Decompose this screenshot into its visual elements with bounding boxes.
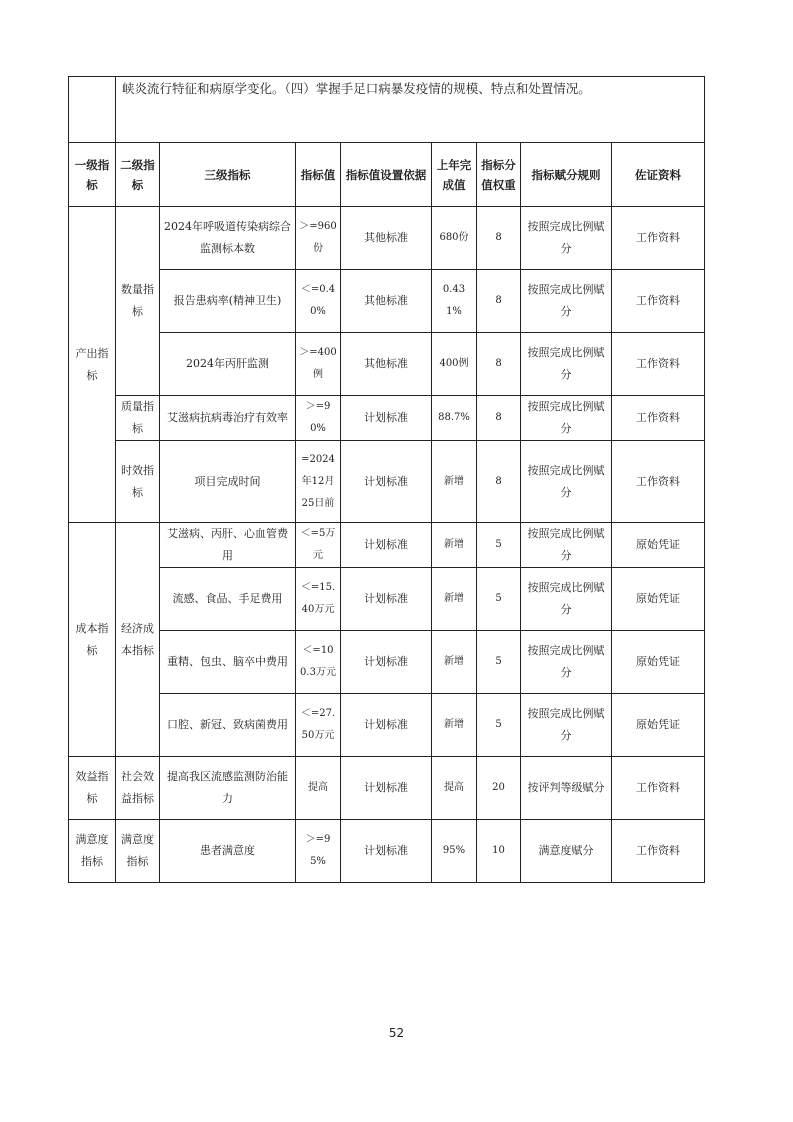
indicator-name: 提高我区流感监测防治能力 bbox=[160, 757, 296, 820]
indicator-value: ＞=90% bbox=[296, 396, 341, 441]
table-row bbox=[69, 523, 705, 568]
indicator-name: 2024年丙肝监测 bbox=[160, 333, 296, 396]
header-level2: 二级指标 bbox=[116, 143, 160, 207]
indicator-rule: 按照完成比例赋分 bbox=[521, 631, 612, 694]
indicator-name: 重精、包虫、脑卒中费用 bbox=[160, 631, 296, 694]
indicator-weight: 8 bbox=[477, 207, 521, 270]
indicator-basis: 计划标准 bbox=[341, 757, 432, 820]
indicator-evidence: 工作资料 bbox=[612, 441, 705, 523]
indicator-weight: 5 bbox=[477, 694, 521, 757]
performance-indicator-table bbox=[68, 76, 705, 883]
indicator-value: ＞=400例 bbox=[296, 333, 341, 396]
header-level3: 三级指标 bbox=[160, 143, 296, 207]
table-row bbox=[69, 757, 705, 820]
indicator-basis: 其他标准 bbox=[341, 270, 432, 333]
indicator-weight: 20 bbox=[477, 757, 521, 820]
indicator-name: 患者满意度 bbox=[160, 820, 296, 883]
level1-output: 产出指标 bbox=[69, 207, 116, 523]
level2-timeliness: 时效指标 bbox=[116, 441, 160, 523]
page-number: 52 bbox=[388, 1026, 405, 1040]
indicator-rule: 满意度赋分 bbox=[521, 820, 612, 883]
header-evidence: 佐证资料 bbox=[612, 143, 705, 207]
header-weight: 指标分值权重 bbox=[477, 143, 521, 207]
indicator-prev: 95% bbox=[432, 820, 477, 883]
table-row bbox=[69, 820, 705, 883]
indicator-basis: 计划标准 bbox=[341, 631, 432, 694]
indicator-weight: 5 bbox=[477, 523, 521, 568]
indicator-evidence: 原始凭证 bbox=[612, 523, 705, 568]
indicator-basis: 计划标准 bbox=[341, 820, 432, 883]
header-basis: 指标值设置依据 bbox=[341, 143, 432, 207]
indicator-rule: 按照完成比例赋分 bbox=[521, 694, 612, 757]
indicator-prev: 提高 bbox=[432, 757, 477, 820]
indicator-prev: 新增 bbox=[432, 441, 477, 523]
indicator-name: 口腔、新冠、致病菌费用 bbox=[160, 694, 296, 757]
header-scoring-rule: 指标赋分规则 bbox=[521, 143, 612, 207]
table-row bbox=[69, 207, 705, 270]
indicator-weight: 5 bbox=[477, 631, 521, 694]
indicator-rule: 按照完成比例赋分 bbox=[521, 333, 612, 396]
indicator-evidence: 原始凭证 bbox=[612, 568, 705, 631]
indicator-basis: 其他标准 bbox=[341, 333, 432, 396]
indicator-prev: 0.431% bbox=[432, 270, 477, 333]
table-row bbox=[69, 631, 705, 694]
level2-social: 社会效益指标 bbox=[116, 757, 160, 820]
table-row bbox=[69, 694, 705, 757]
level1-benefit: 效益指标 bbox=[69, 757, 116, 820]
indicator-prev: 680份 bbox=[432, 207, 477, 270]
level2-satisfaction: 满意度指标 bbox=[116, 820, 160, 883]
indicator-value: 提高 bbox=[296, 757, 341, 820]
indicator-basis: 计划标准 bbox=[341, 396, 432, 441]
indicator-value: ＜=0.40% bbox=[296, 270, 341, 333]
indicator-rule: 按照完成比例赋分 bbox=[521, 441, 612, 523]
indicator-evidence: 工作资料 bbox=[612, 207, 705, 270]
indicator-basis: 计划标准 bbox=[341, 694, 432, 757]
indicator-name: 项目完成时间 bbox=[160, 441, 296, 523]
indicator-prev: 新增 bbox=[432, 631, 477, 694]
level2-quantity: 数量指标 bbox=[116, 207, 160, 396]
indicator-rule: 按照完成比例赋分 bbox=[521, 396, 612, 441]
level2-quality: 质量指标 bbox=[116, 396, 160, 441]
indicator-weight: 10 bbox=[477, 820, 521, 883]
intro-text: 峡炎流行特征和病原学变化。（四）掌握手足口病暴发疫情的规模、特点和处置情况。 bbox=[116, 77, 705, 143]
indicator-rule: 按评判等级赋分 bbox=[521, 757, 612, 820]
indicator-name: 报告患病率(精神卫生) bbox=[160, 270, 296, 333]
indicator-rule: 按照完成比例赋分 bbox=[521, 207, 612, 270]
header-value: 指标值 bbox=[296, 143, 341, 207]
indicator-rule: 按照完成比例赋分 bbox=[521, 270, 612, 333]
indicator-name: 流感、食品、手足费用 bbox=[160, 568, 296, 631]
indicator-evidence: 工作资料 bbox=[612, 333, 705, 396]
indicator-name: 2024年呼吸道传染病综合监测标本数 bbox=[160, 207, 296, 270]
level1-satisfaction: 满意度指标 bbox=[69, 820, 116, 883]
indicator-basis: 计划标准 bbox=[341, 523, 432, 568]
header-level1: 一级指标 bbox=[69, 143, 116, 207]
indicator-basis: 其他标准 bbox=[341, 207, 432, 270]
table-row bbox=[69, 333, 705, 396]
indicator-value: ＜=5万元 bbox=[296, 523, 341, 568]
indicator-basis: 计划标准 bbox=[341, 441, 432, 523]
indicator-prev: 新增 bbox=[432, 523, 477, 568]
table-row bbox=[69, 396, 705, 441]
indicator-prev: 新增 bbox=[432, 568, 477, 631]
indicator-name: 艾滋病、丙肝、心血管费用 bbox=[160, 523, 296, 568]
indicator-weight: 8 bbox=[477, 441, 521, 523]
header-prev-year: 上年完成值 bbox=[432, 143, 477, 207]
indicator-prev: 新增 bbox=[432, 694, 477, 757]
indicator-evidence: 工作资料 bbox=[612, 757, 705, 820]
level2-economic: 经济成本指标 bbox=[116, 523, 160, 757]
indicator-evidence: 原始凭证 bbox=[612, 631, 705, 694]
indicator-prev: 400例 bbox=[432, 333, 477, 396]
indicator-rule: 按照完成比例赋分 bbox=[521, 568, 612, 631]
level1-cost: 成本指标 bbox=[69, 523, 116, 757]
indicator-value: ＜=15.40万元 bbox=[296, 568, 341, 631]
table-row bbox=[69, 568, 705, 631]
indicator-evidence: 原始凭证 bbox=[612, 694, 705, 757]
indicator-evidence: 工作资料 bbox=[612, 270, 705, 333]
indicator-weight: 5 bbox=[477, 568, 521, 631]
indicator-value: ＜=27.50万元 bbox=[296, 694, 341, 757]
indicator-name: 艾滋病抗病毒治疗有效率 bbox=[160, 396, 296, 441]
indicator-evidence: 工作资料 bbox=[612, 820, 705, 883]
indicator-basis: 计划标准 bbox=[341, 568, 432, 631]
indicator-weight: 8 bbox=[477, 333, 521, 396]
table-row bbox=[69, 270, 705, 333]
indicator-weight: 8 bbox=[477, 270, 521, 333]
indicator-value: ＜=100.3万元 bbox=[296, 631, 341, 694]
table-row bbox=[69, 441, 705, 523]
indicator-prev: 88.7% bbox=[432, 396, 477, 441]
indicator-value: =2024年12月25日前 bbox=[296, 441, 341, 523]
indicator-weight: 8 bbox=[477, 396, 521, 441]
blank-cell bbox=[69, 77, 116, 143]
indicator-rule: 按照完成比例赋分 bbox=[521, 523, 612, 568]
indicator-value: ＞=95% bbox=[296, 820, 341, 883]
indicator-evidence: 工作资料 bbox=[612, 396, 705, 441]
indicator-value: ＞=960份 bbox=[296, 207, 341, 270]
